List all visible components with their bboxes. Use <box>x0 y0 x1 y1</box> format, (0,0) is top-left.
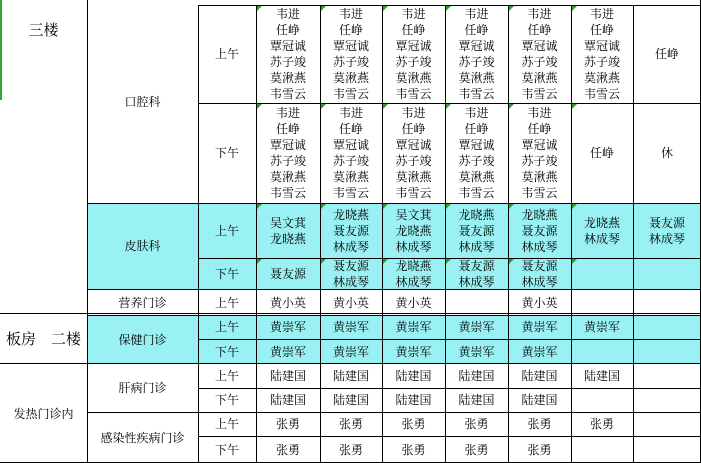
grid-vline <box>256 5 257 463</box>
schedule-cell-text: 张勇 <box>401 417 426 431</box>
comment-marker-icon <box>383 259 388 264</box>
schedule-cell-text: 张勇 <box>589 417 614 431</box>
schedule-cell-text: 张勇 <box>338 417 363 431</box>
schedule-cell <box>633 339 701 364</box>
schedule-cell-text: 陆建国 <box>521 393 558 407</box>
grid-hline <box>198 258 701 259</box>
schedule-cell-text: 休 <box>660 146 673 160</box>
grid-hline <box>0 313 701 314</box>
schedule-cell <box>382 339 445 364</box>
period-derm-am <box>198 203 256 258</box>
comment-marker-icon <box>446 104 451 109</box>
schedule-cell <box>382 436 445 463</box>
comment-marker-icon <box>257 259 262 264</box>
schedule-cell <box>508 436 571 463</box>
schedule-cell <box>256 5 320 103</box>
schedule-cell <box>320 315 382 339</box>
comment-marker-icon <box>446 204 451 209</box>
floor-third <box>0 0 87 60</box>
schedule-cell <box>508 5 571 103</box>
schedule-cell <box>571 291 633 315</box>
period-label: 上午 <box>214 320 239 334</box>
dept-oral <box>87 0 198 203</box>
dept-health <box>87 315 198 364</box>
grid-hline <box>198 388 701 389</box>
schedule-cell <box>571 339 633 364</box>
schedule-cell <box>508 388 571 412</box>
schedule-cell-text: 聂友源 林成琴 <box>648 215 685 246</box>
dept-liver <box>87 364 198 412</box>
schedule-cell-text: 黄崇军 <box>395 320 432 334</box>
schedule-cell-text: 龙晓燕 聂友源 林成琴 <box>458 207 495 254</box>
schedule-cell <box>445 203 508 258</box>
schedule-cell-text: 聂友源 林成琴 <box>332 258 369 289</box>
schedule-cell <box>320 5 382 103</box>
dept-oral-label: 口腔科 <box>124 94 161 109</box>
schedule-cell <box>382 315 445 339</box>
dept-infect-label: 感染性疾病门诊 <box>100 430 185 445</box>
schedule-cell-text: 聂友源 <box>269 266 306 281</box>
schedule-cell-text: 黄崇军 <box>395 344 432 359</box>
period-label: 下午 <box>214 146 239 160</box>
comment-marker-icon <box>321 204 326 209</box>
grid-vline <box>633 5 634 463</box>
schedule-cell <box>445 339 508 364</box>
schedule-cell-text: 黄小英 <box>332 296 369 310</box>
schedule-cell-text: 张勇 <box>275 417 300 431</box>
schedule-cell <box>445 258 508 289</box>
schedule-cell <box>633 258 701 289</box>
schedule-cell <box>256 412 320 436</box>
schedule-cell-text: 黄崇军 <box>521 344 558 359</box>
schedule-cell-text: 张勇 <box>527 417 552 431</box>
period-label: 上午 <box>214 223 239 238</box>
schedule-cell-text: 张勇 <box>464 417 489 431</box>
schedule-cell <box>320 291 382 315</box>
comment-marker-icon <box>509 259 514 264</box>
schedule-cell-text: 韦进 任峥 覃冠诚 苏子竣 莫湫燕 韦雪云 <box>521 106 558 200</box>
schedule-cell-text: 黄崇军 <box>332 344 369 359</box>
schedule-cell-text: 龙晓燕 聂友源 林成琴 <box>332 207 369 254</box>
schedule-cell <box>633 364 701 388</box>
schedule-cell <box>633 103 701 203</box>
grid-hline <box>198 5 701 6</box>
schedule-cell <box>320 436 382 463</box>
grid-vline <box>320 5 321 463</box>
schedule-cell <box>508 339 571 364</box>
schedule-cell-text: 黄崇军 <box>458 344 495 359</box>
schedule-cell <box>445 364 508 388</box>
schedule-cell <box>571 5 633 103</box>
grid-vline <box>87 0 88 463</box>
schedule-cell <box>508 364 571 388</box>
schedule-cell <box>382 5 445 103</box>
grid-hline <box>87 203 701 204</box>
period-oral-am <box>198 5 256 103</box>
schedule-cell-text: 陆建国 <box>521 369 558 383</box>
schedule-cell-text: 张勇 <box>527 442 552 457</box>
comment-marker-icon <box>383 6 388 11</box>
grid-hline <box>87 315 701 316</box>
schedule-cell <box>571 315 633 339</box>
comment-marker-icon <box>572 204 577 209</box>
grid-vline <box>198 5 199 463</box>
schedule-cell <box>320 103 382 203</box>
schedule-cell <box>256 388 320 412</box>
comment-marker-icon <box>509 6 514 11</box>
dept-infect <box>87 412 198 463</box>
schedule-cell-text: 黄小英 <box>521 296 558 310</box>
schedule-cell <box>633 291 701 315</box>
comment-marker-icon <box>321 104 326 109</box>
comment-marker-icon <box>257 6 262 11</box>
period-label: 上午 <box>214 296 239 310</box>
schedule-cell <box>571 258 633 289</box>
schedule-cell <box>382 203 445 258</box>
comment-marker-icon <box>509 104 514 109</box>
schedule-cell-text: 韦进 任峥 覃冠诚 苏子竣 莫湫燕 韦雪云 <box>332 106 369 200</box>
comment-marker-icon <box>572 6 577 11</box>
schedule-cell-text: 陆建国 <box>269 393 306 407</box>
period-label: 上午 <box>214 47 239 61</box>
schedule-cell-text: 陆建国 <box>395 393 432 407</box>
schedule-cell <box>508 291 571 315</box>
schedule-cell <box>445 103 508 203</box>
period-liver-am <box>198 364 256 388</box>
comment-marker-icon <box>446 259 451 264</box>
schedule-cell <box>320 203 382 258</box>
schedule-cell-text: 陆建国 <box>458 393 495 407</box>
schedule-cell <box>445 388 508 412</box>
grid-hline <box>0 363 701 364</box>
schedule-cell <box>256 339 320 364</box>
schedule-cell-text: 任峥 <box>589 146 614 160</box>
schedule-cell <box>571 103 633 203</box>
schedule-cell-text: 黄小英 <box>395 296 432 310</box>
schedule-cell-text: 聂友源 林成琴 <box>521 258 558 289</box>
schedule-cell <box>508 103 571 203</box>
comment-marker-icon <box>572 104 577 109</box>
schedule-cell-text: 韦进 任峥 覃冠诚 苏子竣 莫湫燕 韦雪云 <box>521 7 558 101</box>
period-label: 下午 <box>214 393 239 407</box>
period-health-am <box>198 315 256 339</box>
schedule-cell <box>445 436 508 463</box>
schedule-cell-text: 韦进 任峥 覃冠诚 苏子竣 莫湫燕 韦雪云 <box>458 7 495 101</box>
comment-marker-icon <box>257 204 262 209</box>
schedule-cell-text: 张勇 <box>275 442 300 457</box>
grid-hline <box>198 103 701 104</box>
schedule-cell-text: 韦进 任峥 覃冠诚 苏子竣 莫湫燕 韦雪云 <box>269 7 306 101</box>
dept-health-label: 保健门诊 <box>118 332 167 347</box>
grid-hline <box>87 289 701 290</box>
schedule-cell-text: 吴文萁 龙晓燕 <box>269 215 306 246</box>
schedule-cell-text: 韦进 任峥 覃冠诚 苏子竣 莫湫燕 韦雪云 <box>458 106 495 200</box>
period-oral-pm <box>198 103 256 203</box>
schedule-cell <box>571 364 633 388</box>
floor-fever <box>0 396 87 432</box>
schedule-cell <box>320 364 382 388</box>
grid-hline <box>87 412 701 413</box>
schedule-cell <box>571 412 633 436</box>
schedule-cell-text: 韦进 任峥 覃冠诚 苏子竣 莫湫燕 韦雪云 <box>395 106 432 200</box>
schedule-cell-text: 黄崇军 <box>521 320 558 334</box>
schedule-cell <box>508 412 571 436</box>
comment-marker-icon <box>257 104 262 109</box>
schedule-cell <box>571 203 633 258</box>
grid-hline <box>198 436 701 437</box>
schedule-cell <box>382 258 445 289</box>
grid-vline <box>571 5 572 463</box>
schedule-cell-text: 吴文萁 龙晓燕 林成琴 <box>395 207 432 254</box>
dept-derm <box>87 203 198 289</box>
schedule-cell-text: 黄崇军 <box>332 320 369 334</box>
schedule-cell <box>445 5 508 103</box>
comment-marker-icon <box>509 204 514 209</box>
schedule-cell <box>320 388 382 412</box>
schedule-cell <box>256 103 320 203</box>
comment-marker-icon <box>572 259 577 264</box>
floor-fever-label: 发热门诊内 <box>13 407 74 421</box>
schedule-cell <box>256 315 320 339</box>
period-label: 下午 <box>214 344 239 359</box>
schedule-cell <box>382 388 445 412</box>
schedule-cell-text: 张勇 <box>401 442 426 457</box>
schedule-cell <box>382 291 445 315</box>
dept-nutrition <box>87 291 198 315</box>
schedule-cell <box>633 412 701 436</box>
schedule-cell <box>633 203 701 258</box>
period-label: 上午 <box>214 369 239 383</box>
schedule-cell <box>320 258 382 289</box>
schedule-cell <box>256 291 320 315</box>
schedule-cell-text: 黄崇军 <box>458 320 495 334</box>
schedule-cell-text: 张勇 <box>338 442 363 457</box>
comment-marker-icon <box>383 104 388 109</box>
schedule-cell-text: 张勇 <box>464 442 489 457</box>
schedule-cell-text: 陆建国 <box>583 369 620 383</box>
dept-derm-label: 皮肤科 <box>124 239 161 253</box>
schedule-cell-text: 龙晓燕 林成琴 <box>395 258 432 289</box>
floor-third-label: 三楼 <box>28 21 59 39</box>
schedule-cell <box>382 364 445 388</box>
schedule-cell-text: 聂友源 林成琴 <box>458 258 495 289</box>
period-label: 上午 <box>214 417 239 431</box>
period-label: 下午 <box>214 442 239 457</box>
grid-vline <box>382 5 383 463</box>
schedule-cell <box>256 203 320 258</box>
schedule-cell <box>320 412 382 436</box>
schedule-cell <box>445 291 508 315</box>
period-infect-am <box>198 412 256 436</box>
comment-marker-icon <box>321 259 326 264</box>
floor-board-room <box>0 314 87 364</box>
dept-liver-label: 肝病门诊 <box>118 381 167 395</box>
period-derm-pm <box>198 258 256 289</box>
schedule-cell <box>633 5 701 103</box>
comment-marker-icon <box>383 204 388 209</box>
schedule-cell-text: 任峥 <box>654 47 679 61</box>
grid-vline <box>445 5 446 463</box>
floor-board-room-label: 板房 二楼 <box>5 330 81 348</box>
period-liver-pm <box>198 388 256 412</box>
schedule-cell-text: 黄小英 <box>269 296 306 310</box>
schedule-cell <box>508 258 571 289</box>
schedule-cell-text: 黄崇军 <box>583 320 620 334</box>
period-nutrition-am <box>198 291 256 315</box>
schedule-cell-text: 韦进 任峥 覃冠诚 苏子竣 莫湫燕 韦雪云 <box>583 7 620 101</box>
schedule-cell <box>633 315 701 339</box>
period-label: 下午 <box>214 266 239 281</box>
schedule-cell-text: 陆建国 <box>395 369 432 383</box>
schedule-cell-text: 韦进 任峥 覃冠诚 苏子竣 莫湫燕 韦雪云 <box>395 7 432 101</box>
schedule-cell-text: 陆建国 <box>458 369 495 383</box>
schedule-cell-text: 龙晓燕 聂友源 林成琴 <box>521 207 558 254</box>
schedule-cell <box>256 436 320 463</box>
dept-nutrition-label: 营养门诊 <box>118 296 167 310</box>
period-infect-pm <box>198 436 256 463</box>
grid-vline <box>508 5 509 463</box>
schedule-cell <box>445 412 508 436</box>
schedule-cell <box>571 436 633 463</box>
period-health-pm <box>198 339 256 364</box>
schedule-cell-text: 陆建国 <box>269 369 306 383</box>
schedule-cell <box>256 258 320 289</box>
schedule-cell-text: 龙晓燕 林成琴 <box>583 215 620 246</box>
schedule-cell <box>382 103 445 203</box>
schedule-cell <box>508 203 571 258</box>
schedule-cell <box>508 315 571 339</box>
schedule-cell <box>571 388 633 412</box>
schedule-cell-text: 黄崇军 <box>269 320 306 334</box>
schedule-cell <box>633 388 701 412</box>
comment-marker-icon <box>446 6 451 11</box>
schedule-cell <box>633 436 701 463</box>
grid-hline <box>198 339 701 340</box>
schedule-cell <box>445 315 508 339</box>
comment-marker-icon <box>321 6 326 11</box>
schedule-cell-text: 韦进 任峥 覃冠诚 苏子竣 莫湫燕 韦雪云 <box>332 7 369 101</box>
schedule-cell <box>256 364 320 388</box>
schedule-cell <box>382 412 445 436</box>
schedule-cell-text: 陆建国 <box>332 393 369 407</box>
schedule-cell-text: 陆建国 <box>332 369 369 383</box>
schedule-cell-text: 黄崇军 <box>269 344 306 359</box>
schedule-cell <box>320 339 382 364</box>
schedule-cell-text: 韦进 任峥 覃冠诚 苏子竣 莫湫燕 韦雪云 <box>269 106 306 200</box>
